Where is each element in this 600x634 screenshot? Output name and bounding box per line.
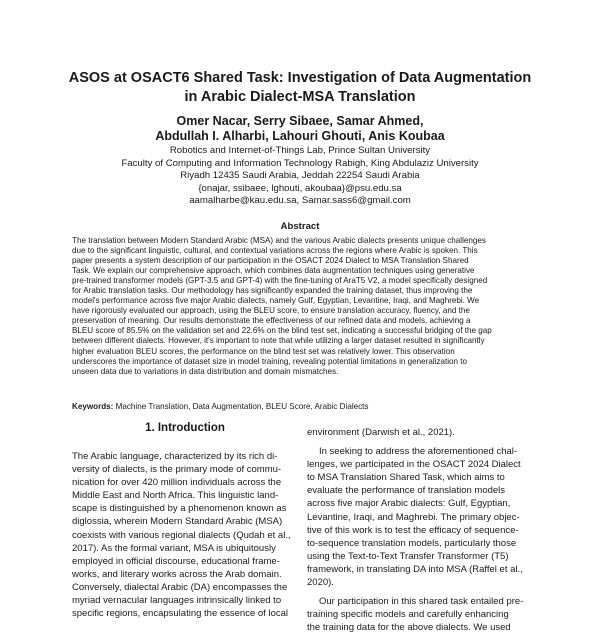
body-line: Levantine, Iraqi, and Maghrebi. The primary objec- [307,511,520,523]
affiliation-line: Riyadh 12435 Saudi Arabia, Jeddah 22254 Saudi Arabia [180,170,420,181]
body-line: lenges, we participated in the OSACT 2024 Dialect [307,459,521,471]
body-line: The Arabic language, characterized by its rich di- [72,451,278,462]
body-line: myriad vernacular languages intrinsically linked to [72,595,282,607]
body-line: to MSA Translation Shared Task, which aims to [307,472,505,484]
body-line: specific regions, encapsulating the essence of local [72,608,288,620]
body-line: tive of this work is to test the efficacy of sequence- [307,524,519,536]
affiliation-line: Faculty of Computing and Information Technology Rabigh, King Abdulaziz University [121,157,479,169]
body-line: framework, in translating DA into MSA (Raffel et al., [307,563,523,575]
title-line: in Arabic Dialect-MSA Translation [184,89,416,105]
abstract-line: pre-trained transformer models (GPT-3.5 and GPT-4) with the fine-tuning of AraT5 V2, a model specifically designed [72,276,488,286]
authors-line: Omer Nacar, Serry Sibaee, Samar Ahmed, [176,114,424,128]
body-line: works, and literary works across the Arab domain. [72,568,282,580]
abstract-line: BLEU score of 85.5% on the validation set and 22.6% on the blind test set, indicating a successful bridging of the gap [72,326,492,336]
abstract-line: preservation of meaning. Our results demonstrate the effectiveness of our refined data and models, achieving a [72,316,471,326]
abstract-line: for Arabic translation tasks. Our methodology has significantly expanded the training dataset, thus improving the [72,286,473,296]
body-line: across five major Arabic dialects: Gulf, Egyptian, [307,498,511,510]
body-line: the training data for the above dialects. We used [307,622,511,634]
body-line: nication for over 420 million individuals across the [72,477,282,489]
abstract-line: have rigorously evaluated our approach, using the BLEU score, to ensure translation accuracy, fluency, and the [72,306,470,316]
keywords [72,402,532,412]
body-line: coexists with various regional dialects (Qudah et al., [72,529,291,541]
abstract-line: underscores the importance of dataset size in model training, revealing potential limitations in generalization to [72,356,468,366]
abstract-heading: Abstract [280,221,320,232]
left-column [72,450,300,620]
abstract-line: due to the significant linguistic, cultural, and contextual variations across the regions where Arabic is spoken. This [72,246,478,256]
abstract-line: The translation between Modern Standard Arabic (MSA) and the various Arabic dialects presents unique challenges [72,236,486,245]
abstract-line: between different dialects. However, it's important to note that while utilizing a larger dataset resulted in significantly [72,336,485,346]
body-line: diglossia, wherein Modern Standard Arabic (MSA) [72,516,283,528]
affiliation-line: Robotics and Internet-of-Things Lab, Prince Sultan University [169,145,431,156]
abstract-line: Task. We explain our comprehensive approach, which combines data augmentation techniques using generative [72,266,475,276]
body-line: scape is distinguished by a phenomenon known as [72,503,287,515]
body-line-indent: Our participation in this shared task entailed pre- [319,596,524,608]
body-line: Middle East and North Africa. This linguistic land- [72,490,279,502]
body-line: environment (Darwish et al., 2021). [307,427,455,438]
body-line: evaluate the performance of translation models [307,485,506,497]
paper-title [40,69,560,107]
abstract-line: paper presents a system description of our participation in the OSACT 2024 Dialect to MSA Translation Shared [72,256,469,266]
abstract-line: model's performance across five major Arabic dialects, namely Gulf, Egyptian, Levantine, Iraqi, and Maghrebi. We [72,296,480,306]
abstract-line: higher evaluation BLEU scores, the performance on the blind test set was relatively lower. This observation [72,346,455,356]
title-line: ASOS at OSACT6 Shared Task: Investigation of Data Augmentation [68,70,532,86]
section-heading-introduction: 1. Introduction [145,422,225,434]
abstract-body [72,236,532,377]
author-list [40,114,560,144]
keywords-label: Keywords: [72,402,114,411]
body-line: 2017). As the formal variant, MSA is ubiquitously [72,542,276,554]
keywords-text: Machine Translation, Data Augmentation, BLEU Score, Arabic Dialects [113,402,369,411]
body-line: training specific models and carefully enhancing [307,609,509,621]
body-line: 2020). [307,577,334,589]
body-line: to-sequence translation models, particularly those [307,537,517,549]
abstract-line: unseen data due to variations in data distribution and domain mismatches. [72,366,339,376]
body-line: Conversely, dialectal Arabic (DA) encompasses the [72,581,288,593]
body-line-indent: In seeking to address the aforementioned chal- [319,446,518,458]
authors-line: Abdullah I. Alharbi, Lahouri Ghouti, Anis Koubaa [155,129,445,143]
email-line: {onajar, ssibaee, lghouti, akoubaa}@psu.edu.sa [198,182,402,194]
right-column [307,426,535,634]
affiliations [40,145,560,208]
body-line: using the Text-to-Text Transfer Transformer (T5) [307,550,509,562]
body-line: versity of dialects, is the primary mode of commu- [72,464,282,476]
body-line: employed in official discourse, educational frame- [72,555,280,567]
email-line: aamalharbe@kau.edu.sa, Samar.sass6@gmail.com [189,195,411,206]
